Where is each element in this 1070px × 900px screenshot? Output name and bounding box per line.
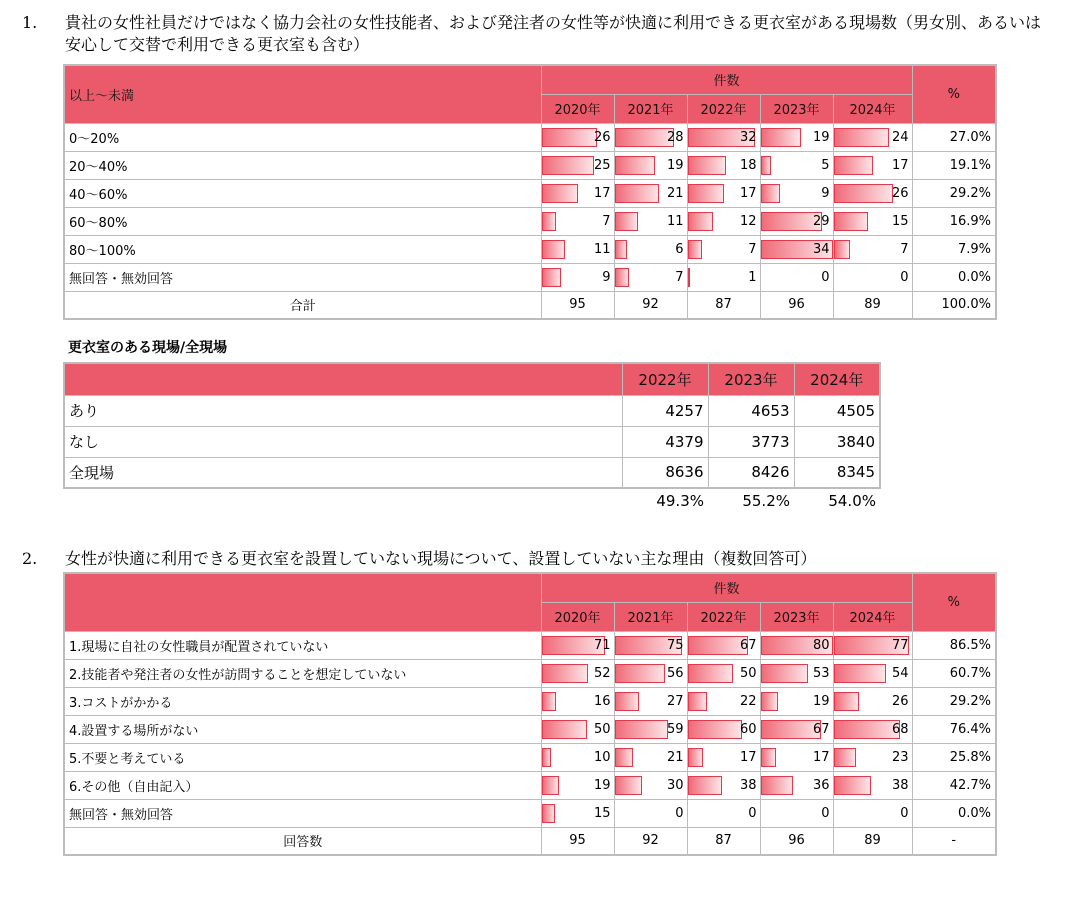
total-percent: 100.0% [912,291,996,319]
count-cell [541,263,614,291]
count-value: 53 [812,665,830,681]
count-cell [833,659,912,687]
count-cell [541,799,614,827]
ratio-2023: 55.2% [742,492,790,510]
year-header: 2021年 [614,94,687,123]
count-value: 75 [666,637,684,653]
count-value: 50 [593,721,611,737]
count-bar [615,664,665,683]
total-label: 合計 [64,291,541,319]
count-cell [833,743,912,771]
count-cell [833,179,912,207]
count-bar [615,776,642,795]
total-value: 92 [614,291,687,319]
percent-cell: 0.0% [912,799,996,827]
count-cell [614,799,687,827]
count-value: 11 [666,213,684,229]
row-label: 0～20% [64,123,541,151]
count-value: 5 [821,157,830,173]
count-cell [687,631,760,659]
count-bar [615,748,634,767]
count-cell [833,631,912,659]
row-label: 4.設置する場所がない [64,715,541,743]
ratio-2022: 49.3% [656,492,704,510]
count-value: 38 [891,777,909,793]
count-value: 0 [900,269,909,285]
count-bar [834,156,873,175]
count-bar [761,692,778,711]
count-cell [760,151,833,179]
count-value: 26 [593,129,611,145]
count-bar [615,240,628,259]
count-value: 7 [675,269,684,285]
count-cell [833,799,912,827]
count-cell [833,263,912,291]
count-bar [688,664,733,683]
count-cell [541,715,614,743]
count-bar [542,720,587,739]
count-cell [541,235,614,263]
count-value: 54 [891,665,909,681]
count-value: 0 [900,805,909,821]
count-value: 9 [602,269,611,285]
count-value: 0 [675,805,684,821]
count-cell [541,743,614,771]
count-cell [541,179,614,207]
count-cell [687,799,760,827]
count-value: 29 [812,213,830,229]
percent-cell: 19.1% [912,151,996,179]
count-bar [615,184,659,203]
count-cell [614,743,687,771]
count-cell [614,631,687,659]
count-cell [614,687,687,715]
percent-cell: 7.9% [912,235,996,263]
table-row [64,457,880,488]
count-bar [688,636,748,655]
site-count: 3773 [708,426,794,457]
ratio-2024: 54.0% [828,492,876,510]
count-value: 7 [900,241,909,257]
count-bar [834,748,856,767]
question-2-text: 女性が快適に利用できる更衣室を設置していない現場について、設置していない主な理由（複数回答可） [65,549,817,568]
count-value: 68 [891,721,909,737]
year-header: 2024年 [833,94,912,123]
percent-cell: 86.5% [912,631,996,659]
count-value: 21 [666,749,684,765]
count-value: 23 [891,749,909,765]
table-row [64,715,996,743]
count-bar [542,156,595,175]
count-header: 件数 [541,65,912,94]
count-bar [688,268,690,287]
count-bar [761,128,801,147]
table-row [64,659,996,687]
count-cell [614,151,687,179]
subtable-title: 更衣室のある現場/全現場 [68,340,228,356]
total-value: 95 [541,291,614,319]
table-row [64,207,996,235]
count-cell [833,151,912,179]
year-header: 2020年 [541,94,614,123]
count-cell [833,715,912,743]
count-value: 19 [812,693,830,709]
count-bar [761,184,780,203]
count-cell [687,743,760,771]
row-label: 1.現場に自社の女性職員が配置されていない [64,631,541,659]
row-label: あり [64,395,622,426]
row-label: 60～80% [64,207,541,235]
site-count: 8345 [794,457,880,488]
year-header: 2024年 [794,363,880,395]
table-row [64,426,880,457]
count-bar [761,156,772,175]
percent-cell: 76.4% [912,715,996,743]
count-value: 15 [891,213,909,229]
count-bar [542,804,556,823]
count-value: 22 [739,693,757,709]
table-row [64,235,996,263]
total-percent: - [912,827,996,855]
count-value: 30 [666,777,684,793]
question-1-number: 1. [22,13,38,32]
count-bar [834,184,894,203]
count-bar [688,776,722,795]
count-value: 17 [739,185,757,201]
count-value: 26 [891,185,909,201]
percent-cell: 29.2% [912,687,996,715]
count-cell [614,771,687,799]
count-cell [833,123,912,151]
row-label: 20～40% [64,151,541,179]
year-header: 2022年 [622,363,708,395]
count-cell [614,235,687,263]
count-cell [614,207,687,235]
count-value: 80 [812,637,830,653]
total-value: 95 [541,827,614,855]
question-2 [0,548,1070,572]
row-label: 3.コストがかかる [64,687,541,715]
count-value: 7 [602,213,611,229]
count-bar [615,268,630,287]
count-bar [834,664,887,683]
count-value: 77 [891,637,909,653]
corner-header [64,573,541,631]
site-count: 4379 [622,426,708,457]
count-cell [760,179,833,207]
year-header: 2024年 [833,602,912,631]
count-bar [688,156,726,175]
count-value: 36 [812,777,830,793]
count-cell [687,207,760,235]
count-cell [760,799,833,827]
count-bar [761,664,809,683]
count-cell [687,659,760,687]
percent-cell: 16.9% [912,207,996,235]
count-bar [542,240,565,259]
count-value: 17 [812,749,830,765]
count-bar [542,692,556,711]
total-label: 回答数 [64,827,541,855]
count-bar [615,156,655,175]
count-value: 32 [739,129,757,145]
count-value: 26 [891,693,909,709]
row-label: 5.不要と考えている [64,743,541,771]
count-bar [615,720,668,739]
count-bar [834,240,850,259]
count-cell [614,123,687,151]
count-cell [833,207,912,235]
count-cell [760,235,833,263]
question-1 [0,12,1070,56]
year-header: 2023年 [708,363,794,395]
count-bar [834,212,868,231]
count-bar [542,776,559,795]
count-value: 17 [891,157,909,173]
row-label: なし [64,426,622,457]
row-label: 無回答・無効回答 [64,263,541,291]
count-value: 18 [739,157,757,173]
count-value: 7 [748,241,757,257]
percent-cell: 60.7% [912,659,996,687]
count-bar [688,184,724,203]
total-value: 89 [833,291,912,319]
count-cell [687,235,760,263]
count-value: 0 [821,269,830,285]
total-value: 87 [687,291,760,319]
count-bar [542,212,557,231]
count-cell [541,771,614,799]
count-value: 19 [666,157,684,173]
count-value: 17 [739,749,757,765]
count-cell [614,179,687,207]
count-cell [687,771,760,799]
table-row [64,395,880,426]
table-sites-with-changing-room [63,362,881,489]
year-header: 2022年 [687,94,760,123]
count-value: 21 [666,185,684,201]
count-value: 11 [593,241,611,257]
count-value: 6 [675,241,684,257]
table-row [64,263,996,291]
row-label: 40～60% [64,179,541,207]
site-count: 8426 [708,457,794,488]
question-1-text: 貴社の女性社員だけではなく協力会社の女性技能者、および発注者の女性等が快適に利用できる更衣室がある現場数（男女別、あるいは安心して交替で利用できる更衣室も含む） [65,13,1042,54]
count-bar [542,268,561,287]
count-bar [615,212,638,231]
count-bar [834,692,859,711]
site-count: 3840 [794,426,880,457]
count-cell [833,235,912,263]
count-value: 50 [739,665,757,681]
site-count: 4257 [622,395,708,426]
count-value: 9 [821,185,830,201]
table-row [64,631,996,659]
percent-cell: 29.2% [912,179,996,207]
count-bar [615,692,639,711]
count-cell [687,263,760,291]
count-cell [687,715,760,743]
site-count: 8636 [622,457,708,488]
count-cell [760,123,833,151]
year-header: 2023年 [760,602,833,631]
count-bar [688,692,708,711]
table-reasons-not-installed [63,572,997,856]
corner-header [64,363,622,395]
count-value: 15 [593,805,611,821]
corner-header: 以上～未満 [64,65,541,123]
count-value: 17 [593,185,611,201]
count-value: 71 [593,637,611,653]
count-cell [687,151,760,179]
percent-cell: 27.0% [912,123,996,151]
total-value: 96 [760,291,833,319]
total-value: 89 [833,827,912,855]
table-changing-room-ratio [63,64,997,320]
count-bar [542,184,578,203]
count-bar [688,240,703,259]
count-cell [614,263,687,291]
percent-header: % [912,573,996,631]
count-cell [541,123,614,151]
count-cell [541,151,614,179]
total-row [64,291,996,319]
count-value: 38 [739,777,757,793]
count-value: 34 [812,241,830,257]
count-cell [760,687,833,715]
count-cell [541,659,614,687]
count-cell [833,771,912,799]
count-value: 67 [812,721,830,737]
count-cell [541,687,614,715]
row-label: 6.その他（自由記入） [64,771,541,799]
percent-cell: 25.8% [912,743,996,771]
table-row [64,179,996,207]
count-value: 0 [748,805,757,821]
count-cell [614,715,687,743]
count-cell [760,263,833,291]
table-row [64,151,996,179]
table-row [64,771,996,799]
year-header: 2020年 [541,602,614,631]
count-bar [688,748,703,767]
percent-cell: 42.7% [912,771,996,799]
count-value: 27 [666,693,684,709]
year-header: 2021年 [614,602,687,631]
year-header: 2022年 [687,602,760,631]
question-2-number: 2. [22,549,38,568]
table-row [64,743,996,771]
percent-cell: 0.0% [912,263,996,291]
total-row [64,827,996,855]
count-value: 10 [593,749,611,765]
count-value: 16 [593,693,611,709]
count-bar [834,128,889,147]
row-label: 全現場 [64,457,622,488]
count-cell [687,687,760,715]
count-value: 12 [739,213,757,229]
year-header: 2023年 [760,94,833,123]
count-bar [834,776,871,795]
table-row [64,123,996,151]
percent-header: % [912,65,996,123]
count-value: 19 [812,129,830,145]
count-value: 52 [593,665,611,681]
count-header: 件数 [541,573,912,602]
count-bar [688,720,742,739]
count-cell [760,207,833,235]
count-cell [760,771,833,799]
count-cell [760,659,833,687]
row-label: 無回答・無効回答 [64,799,541,827]
count-cell [760,743,833,771]
count-cell [614,659,687,687]
table-row [64,799,996,827]
count-value: 59 [666,721,684,737]
count-value: 19 [593,777,611,793]
count-cell [541,207,614,235]
count-bar [761,748,776,767]
count-value: 28 [666,129,684,145]
total-value: 92 [614,827,687,855]
count-value: 56 [666,665,684,681]
site-count: 4653 [708,395,794,426]
count-cell [760,715,833,743]
count-value: 60 [739,721,757,737]
count-bar [542,748,551,767]
count-cell [541,631,614,659]
total-value: 96 [760,827,833,855]
site-count: 4505 [794,395,880,426]
count-bar [688,212,713,231]
count-value: 24 [891,129,909,145]
count-bar [834,720,900,739]
total-value: 87 [687,827,760,855]
row-label: 2.技能者や発注者の女性が訪問することを想定していない [64,659,541,687]
count-cell [687,179,760,207]
count-bar [761,720,821,739]
count-value: 67 [739,637,757,653]
count-cell [760,631,833,659]
count-bar [615,128,674,147]
count-bar [761,776,793,795]
count-bar [542,128,597,147]
count-cell [687,123,760,151]
count-value: 1 [748,269,757,285]
table-row [64,687,996,715]
count-cell [833,687,912,715]
count-value: 25 [593,157,611,173]
count-bar [542,664,589,683]
row-label: 80～100% [64,235,541,263]
count-value: 0 [821,805,830,821]
